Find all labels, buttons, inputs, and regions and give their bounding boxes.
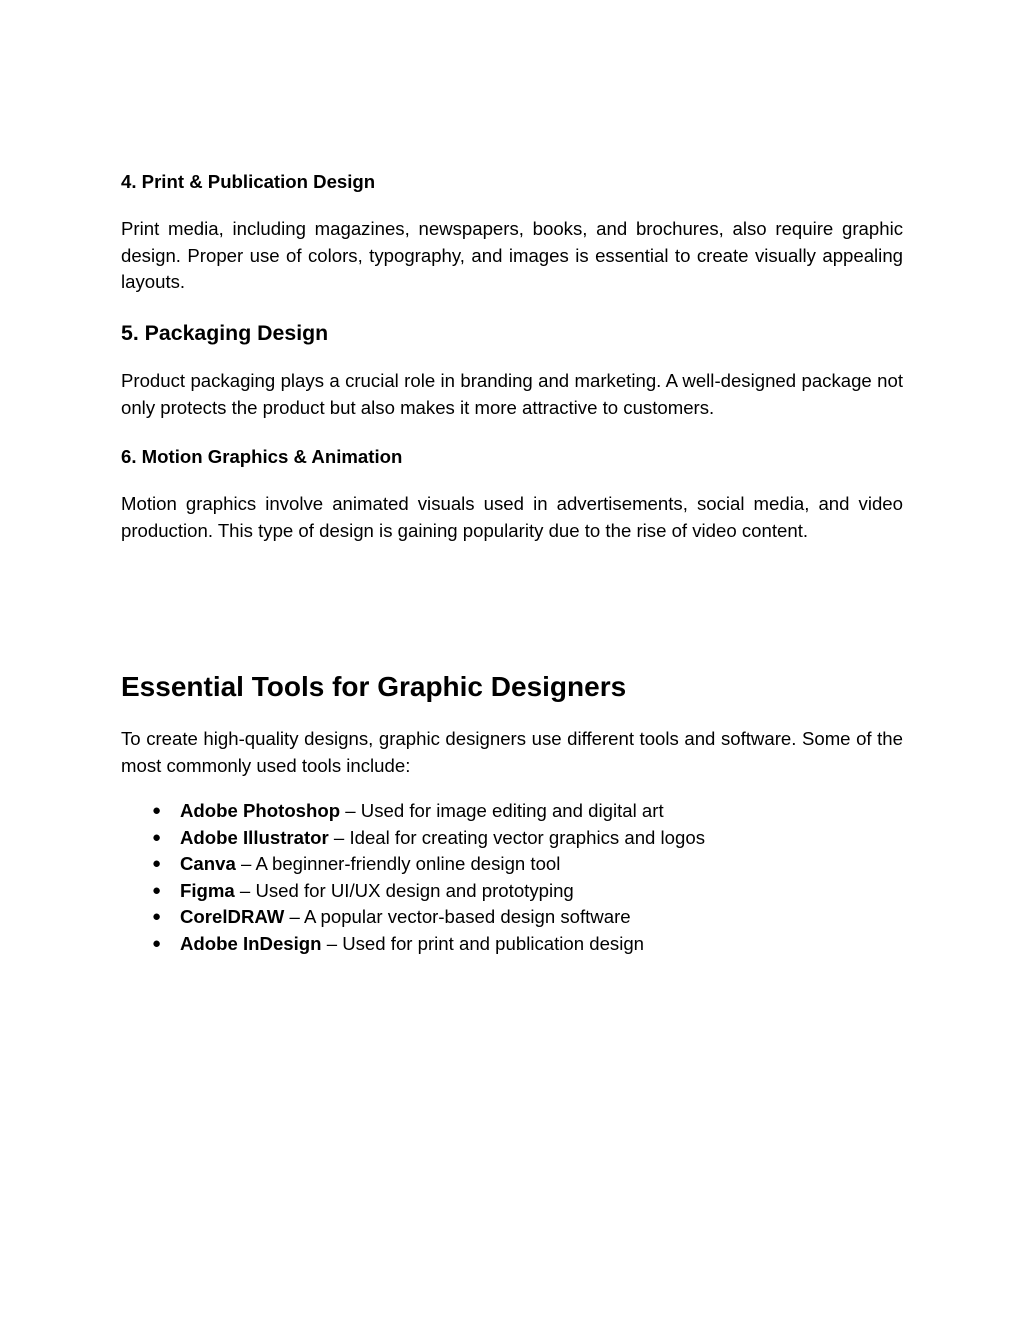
tools-heading: Essential Tools for Graphic Designers — [121, 671, 627, 702]
tool-name: CorelDRAW — [180, 906, 285, 927]
document-page — [121, 0, 903, 1325]
tool-description: – A beginner-friendly online design tool — [235, 853, 561, 874]
tools-intro: To create high-quality designs, graphic designers use different tools and software. Some of the most commonly used tools include: — [121, 728, 903, 776]
section-heading-motion-graphics: 6. Motion Graphics & Animation — [121, 446, 403, 467]
tool-name: Figma — [180, 879, 235, 901]
tool-description: – Used for print and publication design — [321, 932, 645, 954]
section-heading-packaging: 5. Packaging Design — [121, 321, 329, 345]
list-item — [121, 931, 903, 958]
section-body-motion-graphics: Motion graphics involve animated visuals used in advertisements, social media, and video production. This type of design is gaining popularity due to the rise of video content. — [121, 493, 903, 541]
bullet-icon: ● — [152, 881, 162, 899]
tools-list — [121, 798, 903, 957]
list-item — [121, 851, 903, 878]
tool-description: – A popular vector-based design software — [284, 906, 631, 927]
bullet-icon: ● — [152, 908, 162, 925]
list-item — [121, 904, 903, 931]
bullet-icon: ● — [152, 855, 162, 872]
tool-description: – Used for image editing and digital art — [340, 800, 664, 821]
bullet-icon: ● — [152, 802, 162, 819]
tool-description: – Used for UI/UX design and prototyping — [234, 879, 574, 901]
bullet-icon: ● — [152, 934, 162, 952]
tool-name: Canva — [180, 853, 236, 874]
list-item — [121, 825, 903, 852]
list-item — [121, 878, 903, 905]
tool-description: – Ideal for creating vector graphics and logos — [328, 826, 705, 848]
section-heading-print-publication: 4. Print & Publication Design — [121, 171, 376, 192]
section-body-print-publication: Print media, including magazines, newspapers, books, and brochures, also require graphic design. Proper use of colors, typography, and images is essential to create visually appealing layouts. — [121, 218, 903, 292]
tool-name: Adobe InDesign — [180, 932, 322, 954]
bullet-icon: ● — [152, 828, 162, 846]
tool-name: Adobe Illustrator — [180, 826, 329, 848]
tool-name: Adobe Photoshop — [180, 800, 341, 821]
section-body-packaging: Product packaging plays a crucial role in branding and marketing. A well-designed package not only protects the product but also makes it more attractive to customers. — [121, 370, 903, 418]
list-item — [121, 798, 903, 825]
